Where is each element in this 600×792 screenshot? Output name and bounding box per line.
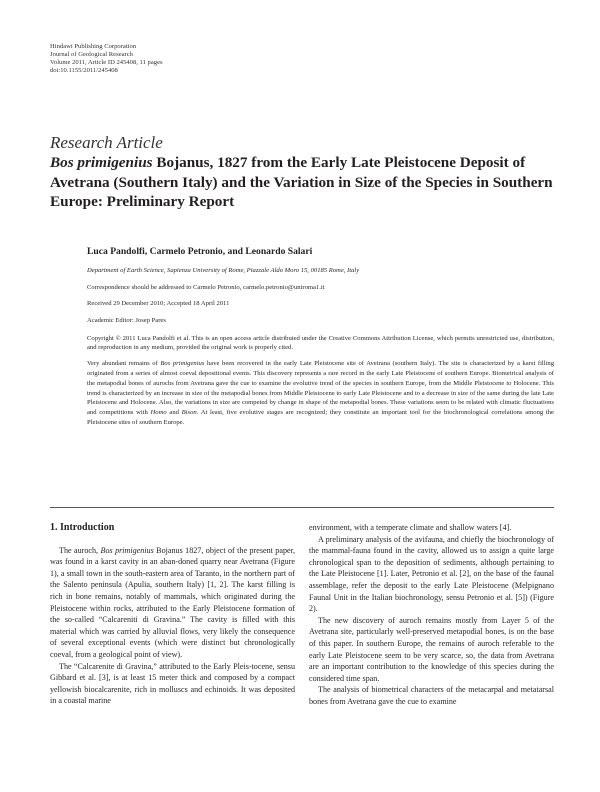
publisher-info (50, 43, 163, 75)
text-run: Bojanus 1827, object of the present paper, was found in a karst cavity in an aban-doned quarry near Avetrana (Figure 1), a small town in the south-eastern area of Taranto, in the northern part of the Salento peninsula (Apulia, southern Italy) [1, 2]. The karst filling is rich in bone remains, notably of mammals, which originated during the Pleistocene within rocks, attributed to the Early Pleistocene formation of the so-called “Calcareniti di Gravina.” The cavity is filled with this material which was carried by alluvial flows, very likely the consequence of several exceptional events (which were distinct but chronologically coeval, from a geological point of view). (50, 545, 295, 659)
academic-editor: Academic Editor: Josep Pares (87, 317, 166, 325)
dates: Received 29 December 2010; Accepted 18 April 2011 (87, 300, 230, 308)
doi: doi:10.1155/2011/245408 (50, 67, 118, 74)
abstract-part: and (166, 409, 182, 417)
right-paragraph-3: The new discovery of auroch remains mostly from Layer 5 of the Avetrana site, particularly well-preserved metapodial bones, is on the base of this paper. In southern Europe, the remains of auroch referable to the early Late Pleistocene seem to be very scarce, so, the data from Avetrana are an important contribution to the knowledge of this species during the considered time span. (309, 615, 554, 683)
abstract-italic: Bos primigenius (160, 360, 205, 368)
species-name: Bos primigenius (100, 545, 154, 555)
authors: Luca Pandolfi, Carmelo Petronio, and Leonardo Salari (87, 246, 313, 257)
journal-name: Journal of Geological Research (50, 51, 133, 58)
title-species-name: Bos primigenius (50, 154, 153, 171)
section-heading-introduction: 1. Introduction (50, 522, 115, 533)
section-divider (50, 507, 554, 508)
title-rest: Bojanus, 1827 from the Early Late Pleistocene Deposit of Avetrana (Southern Italy) and the Variation in Size of the Species in Southern Europe: Preliminary Report (50, 154, 553, 210)
affiliation: Department of Earth Science, Sapienza University of Rome, Piazzale Aldo Moro 15, 00185 Rome, Italy (87, 267, 360, 274)
copyright: Copyright © 2011 Luca Pandolfi et al. This is an open access article distributed under the Creative Commons Attribution License, which permits unrestricted use, distribution, and reproduction in any medium, provided the original work is properly cited. (87, 334, 554, 352)
abstract-part: . At least, five evolutive stages are recognized; they constitute an important tool for the biochronological correlations among the Pleistocene sites of southern Europe. (87, 409, 554, 426)
paper-title (50, 153, 570, 212)
intro-paragraph-1 (50, 545, 295, 661)
right-paragraph-4: The analysis of biometrical characters of the metacarpal and metatarsal bones from Avetrana gave the cue to examine (309, 685, 554, 706)
abstract-part: have been recovered in the early Late Pleistocene site of Avetrana (southern Italy). The site is characterized by a karst filling originated from a series of almost coeval depositional events. This discovery represents a rare record in the early Late Pleistocene of southern Europe. Biometrical analysis of the metapodial bones of aurochs from Avetrana gave the cue to examine the evolutive trend of the species in southern Europe, from the Middle Pleistocene to Holocene. This trend is characterized by an increase in size of the metapodial bones from Middle Pleistocene to early Late Pleistocene and to a decrease in size of the same during the late Late Pleistocene and Holocene. Also, the variations in size are competed by change in shape of the metapodial bones. These variations seem to be related with climatic fluctuations and competitions with (87, 360, 555, 417)
publisher-name: Hindawi Publishing Corporation (50, 43, 137, 50)
article-type: Research Article (50, 133, 163, 152)
text-run: The auroch, (59, 545, 101, 555)
intro-paragraph-2: The “Calcarenite di Gravina,” attributed to the Early Pleis-tocene, sensu Gibbard et al. [3], is at least 15 meter thick and composed by a compact yellowish biocalcarenite, rich in molluscs and echinoids. It was deposited in a coastal marine (50, 661, 295, 706)
right-paragraph-2: A preliminary analysis of the avifauna, and chiefly the biochronology of the mammal-fauna found in the cavity, allowed us to assign a quite large chronological span to the deposition of sediments, although pertaining to the Late Pleistocene [1]. Later, Petronio et al. [2], on the base of the faunal assemblage, refer the deposit to the early Late Pleistocene (Melpignano Faunal Unit in the Italian biochronology, sensu Petronio et al. [5]) (Figure 2). (309, 534, 554, 614)
abstract-italic: Homo (150, 409, 167, 417)
left-column (50, 522, 295, 707)
abstract-part: Very abundant remains of (87, 360, 161, 368)
abstract-italic: Bison (181, 409, 197, 417)
abstract (87, 359, 554, 428)
front-matter (87, 246, 554, 428)
correspondence: Correspondence should be addressed to Carmelo Petronio, carmelo.petronio@uniroma1.it (87, 283, 325, 291)
right-paragraph-1: environment, with a temperate climate and shallow waters [4]. (309, 523, 512, 532)
right-column (309, 522, 554, 708)
volume-info: Volume 2011, Article ID 245408, 11 pages (50, 59, 163, 66)
